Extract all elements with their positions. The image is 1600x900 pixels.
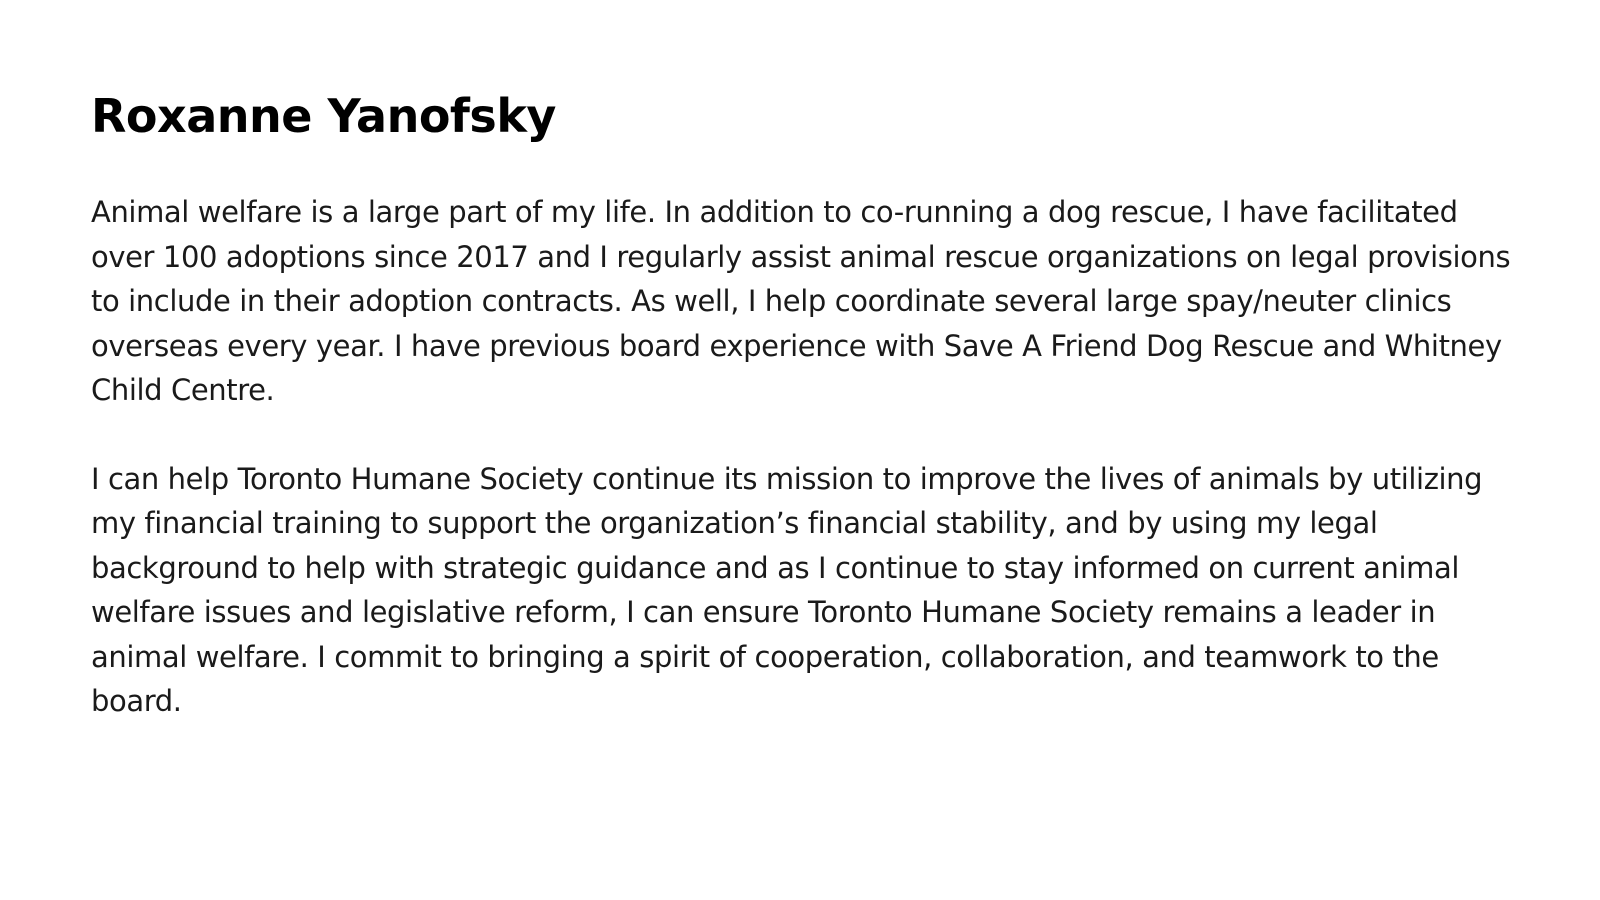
candidate-bio [91, 190, 1511, 724]
bio-paragraph-commitment: I can help Toronto Humane Society continue its mission to improve the lives of animals by utilizing my financial training to support the organization’s financial stability, and by using my legal background to help with strategic guidance and as I continue to stay informed on current animal welfare issues and legislative reform, I can ensure Toronto Humane Society remains a leader in animal welfare. I commit to bringing a spirit of cooperation, collaboration, and teamwork to the board. [91, 461, 1483, 718]
candidate-name-heading: Roxanne Yanofsky [91, 89, 556, 143]
candidate-profile [91, 88, 1511, 768]
bio-paragraph-experience: Animal welfare is a large part of my life. In addition to co-running a dog rescue, I have facilitated over 100 adoptions since 2017 and I regularly assist animal rescue organizations on legal provisions to include in their adoption contracts. As well, I help coordinate several large spay/neuter clinics overseas every year. I have previous board experience with Save A Friend Dog Rescue and Whitney Child Centre. [91, 195, 1511, 407]
